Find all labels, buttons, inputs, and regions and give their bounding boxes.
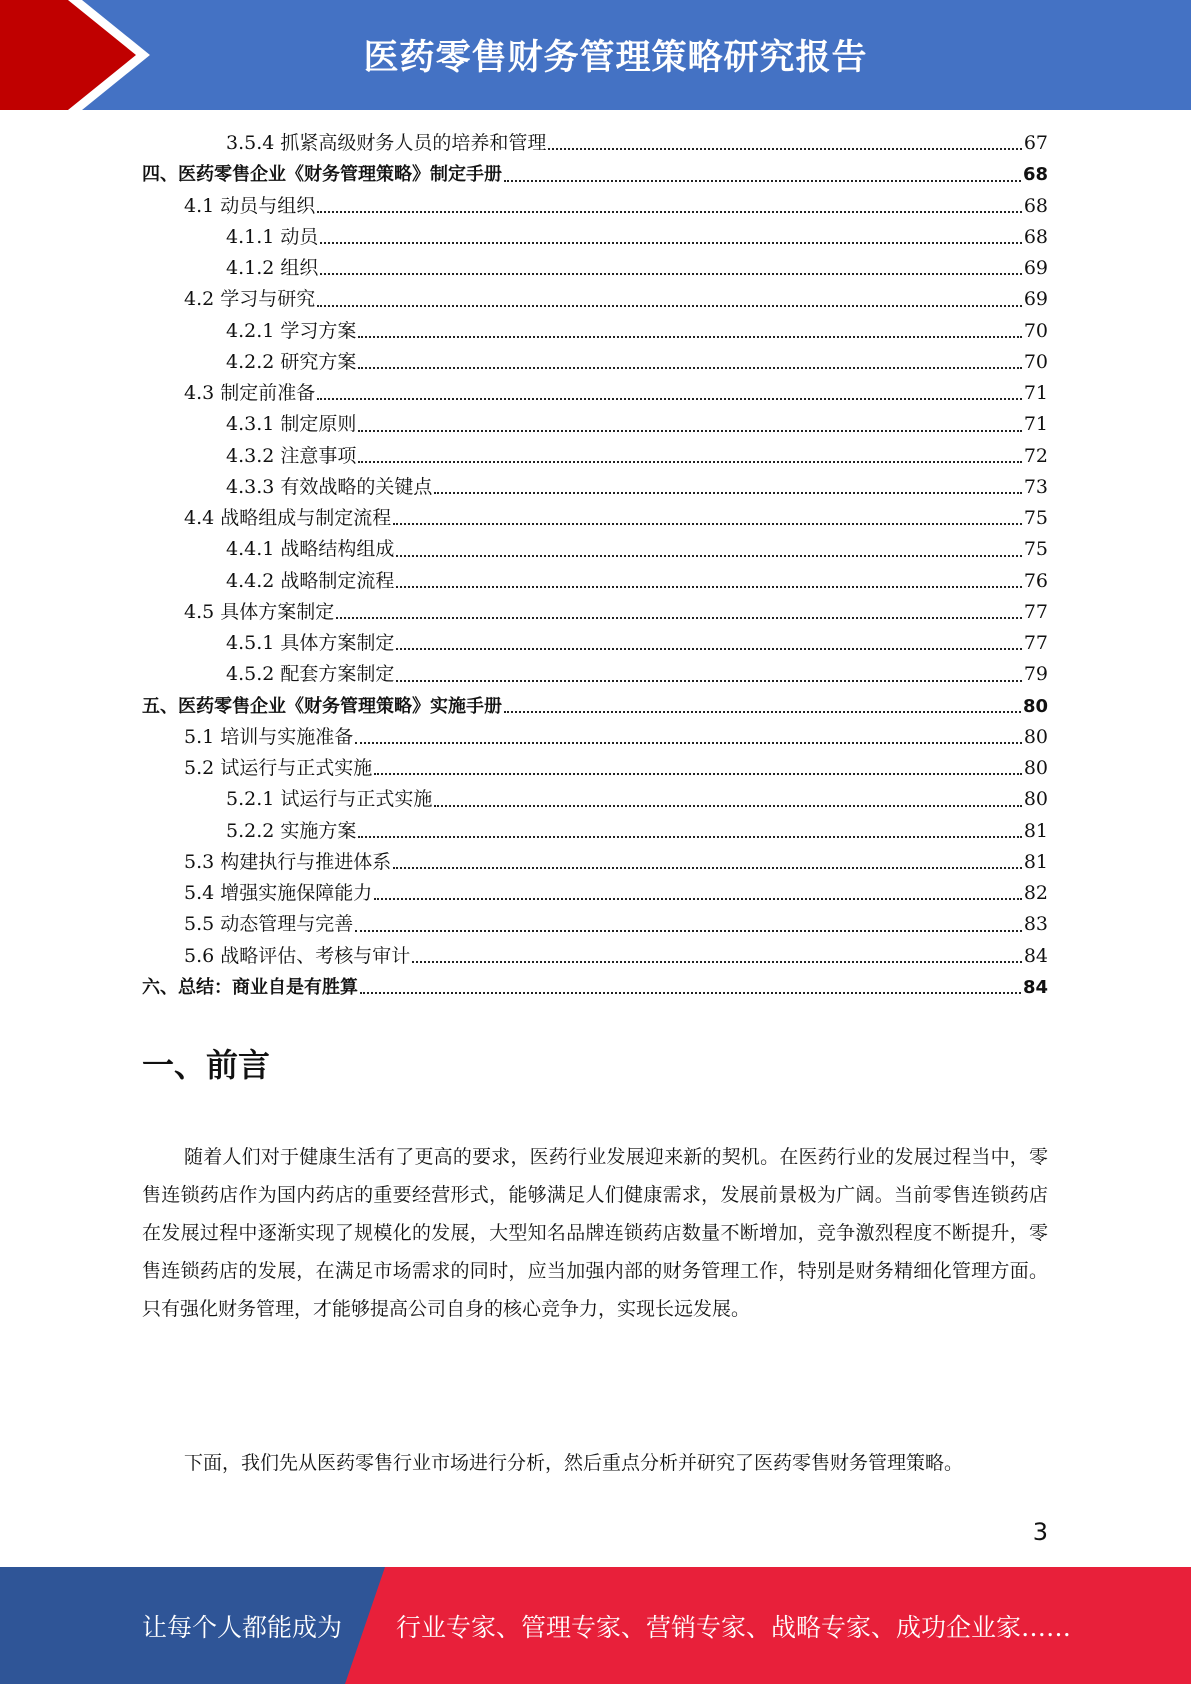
toc-entry[interactable]: [142, 284, 1048, 315]
toc-entry-title: 3.5.4 抓紧高级财务人员的培养和管理: [226, 132, 547, 155]
toc-entry-page: 81: [1023, 850, 1048, 873]
toc-entry-page: 82: [1023, 882, 1048, 905]
toc-entry-title: 五、医药零售企业《财务管理策略》实施手册: [142, 695, 502, 717]
toc-entry-page: 77: [1023, 600, 1048, 623]
toc-dot-leader: [374, 772, 1022, 775]
toc-entry-page: 71: [1023, 413, 1048, 436]
toc-entry[interactable]: [142, 128, 1048, 159]
section-heading: 一、前言: [142, 1046, 271, 1084]
toc-dot-leader: [393, 866, 1022, 869]
toc-entry-page: 70: [1023, 319, 1048, 342]
toc-entry-title: 4.3.2 注意事项: [226, 444, 357, 467]
toc-entry-page: 73: [1023, 475, 1048, 498]
toc-entry-title: 4.3 制定前准备: [184, 382, 316, 405]
toc-entry-title: 4.5 具体方案制定: [184, 600, 335, 623]
toc-entry-title: 4.2.2 研究方案: [226, 350, 357, 373]
toc-entry-page: 77: [1023, 632, 1048, 655]
toc-entry[interactable]: [142, 316, 1048, 347]
footer-band: [0, 1567, 1191, 1684]
toc-entry[interactable]: [142, 847, 1048, 878]
body-paragraph: 下面，我们先从医药零售行业市场进行分析，然后重点分析并研究了医药零售财务管理策略。: [184, 1452, 964, 1474]
toc-dot-leader: [358, 366, 1021, 369]
toc-entry[interactable]: [142, 472, 1048, 503]
toc-entry[interactable]: [142, 534, 1048, 565]
toc-entry-title: 4.5.1 具体方案制定: [226, 632, 395, 655]
toc-entry-title: 4.5.2 配套方案制定: [226, 663, 395, 686]
toc-entry-page: 68: [1023, 225, 1048, 248]
toc-dot-leader: [374, 897, 1022, 900]
toc-entry-title: 5.5 动态管理与完善: [184, 913, 354, 936]
toc-entry-title: 4.3.1 制定原则: [226, 413, 357, 436]
toc-entry-title: 5.2.2 实施方案: [226, 819, 357, 842]
toc-entry-title: 4.2.1 学习方案: [226, 319, 357, 342]
toc-dot-leader: [393, 522, 1022, 525]
toc-entry-page: 75: [1023, 507, 1048, 530]
toc-entry[interactable]: [142, 409, 1048, 440]
chevron-red-shape: [0, 0, 150, 110]
toc-entry-title: 4.4.1 战略结构组成: [226, 538, 395, 561]
toc-entry-title: 四、医药零售企业《财务管理策略》制定手册: [142, 164, 502, 186]
toc-entry-title: 4.1.2 组织: [226, 257, 319, 280]
toc-entry[interactable]: [142, 972, 1048, 1003]
toc-dot-leader: [355, 741, 1022, 744]
toc-entry-page: 69: [1023, 288, 1048, 311]
toc-dot-leader: [358, 429, 1021, 432]
toc-entry-title: 4.4 战略组成与制定流程: [184, 507, 392, 530]
toc-dot-leader: [548, 147, 1021, 150]
toc-entry[interactable]: [142, 659, 1048, 690]
footer-slogan-left: 让每个人都能成为: [142, 1612, 343, 1642]
toc-dot-leader: [320, 272, 1021, 275]
toc-entry[interactable]: [142, 816, 1048, 847]
page-number: 3: [1032, 1518, 1048, 1546]
document-title: 医药零售财务管理策略研究报告: [363, 38, 868, 78]
toc-entry-title: 4.3.3 有效战略的关键点: [226, 475, 433, 498]
toc-entry-page: 80: [1023, 725, 1048, 748]
toc-entry-title: 5.1 培训与实施准备: [184, 725, 354, 748]
toc-dot-leader: [396, 647, 1021, 650]
toc-entry[interactable]: [142, 441, 1048, 472]
toc-dot-leader: [358, 835, 1021, 838]
toc-entry-page: 80: [1023, 757, 1048, 780]
toc-entry[interactable]: [142, 784, 1048, 815]
toc-entry-page: 71: [1023, 382, 1048, 405]
toc-entry-page: 84: [1023, 944, 1048, 967]
toc-dot-leader: [412, 960, 1022, 963]
header-band: [0, 0, 1191, 110]
toc-entry-page: 70: [1023, 350, 1048, 373]
toc-entry-title: 5.4 增强实施保障能力: [184, 882, 373, 905]
toc-entry-page: 84: [1022, 976, 1048, 998]
body-paragraph: 随着人们对于健康生活有了更高的要求，医药行业发展迎来新的契机。在医药行业的发展过程当中，零售连锁药店作为国内药店的重要经营形式，能够满足人们健康需求，发展前景极为广阔。当前零售连锁药店在发展过程中逐渐实现了规模化的发展，大型知名品牌连锁药店数量不断增加，竞争激烈程度不断提升，零售连锁药店的发展，在满足市场需求的同时，应当加强内部的财务管理工作，特别是财务精细化管理方面。只有强化财务管理，才能够提高公司自身的核心竞争力，实现长远发展。: [142, 1146, 1048, 1320]
toc-dot-leader: [434, 491, 1021, 494]
toc-dot-leader: [358, 335, 1021, 338]
table-of-contents: [142, 128, 1048, 1003]
toc-entry-page: 68: [1022, 164, 1048, 186]
toc-entry[interactable]: [142, 691, 1048, 722]
toc-entry-title: 4.1.1 动员: [226, 225, 319, 248]
toc-dot-leader: [396, 554, 1021, 557]
footer-slogan-right: 行业专家、管理专家、营销专家、战略专家、成功企业家……: [396, 1612, 1072, 1642]
toc-dot-leader: [396, 679, 1021, 682]
toc-entry-page: 83: [1023, 913, 1048, 936]
toc-dot-leader: [360, 991, 1021, 994]
toc-entry-page: 67: [1023, 132, 1048, 155]
toc-dot-leader: [317, 397, 1022, 400]
toc-dot-leader: [504, 710, 1021, 713]
toc-entry-page: 69: [1023, 257, 1048, 280]
toc-dot-leader: [434, 804, 1021, 807]
toc-entry-page: 68: [1023, 194, 1048, 217]
toc-entry[interactable]: [142, 222, 1048, 253]
toc-entry-page: 79: [1023, 663, 1048, 686]
toc-entry-page: 76: [1023, 569, 1048, 592]
toc-entry[interactable]: [142, 566, 1048, 597]
toc-dot-leader: [320, 241, 1021, 244]
toc-entry[interactable]: [142, 378, 1048, 409]
toc-entry-page: 72: [1023, 444, 1048, 467]
header-chevron-decoration: [0, 0, 160, 110]
toc-dot-leader: [396, 585, 1021, 588]
toc-dot-leader: [317, 304, 1022, 307]
toc-entry[interactable]: [142, 722, 1048, 753]
toc-entry-title: 5.2 试运行与正式实施: [184, 757, 373, 780]
toc-entry[interactable]: [142, 503, 1048, 534]
toc-entry-title: 六、总结：商业自是有胜算: [142, 976, 358, 998]
toc-entry-title: 4.1 动员与组织: [184, 194, 316, 217]
toc-entry[interactable]: [142, 597, 1048, 628]
toc-entry-page: 80: [1023, 788, 1048, 811]
toc-entry-title: 4.4.2 战略制定流程: [226, 569, 395, 592]
toc-entry[interactable]: [142, 753, 1048, 784]
toc-entry[interactable]: [142, 878, 1048, 909]
toc-entry-page: 80: [1022, 695, 1048, 717]
toc-dot-leader: [336, 616, 1022, 619]
toc-entry-title: 5.2.1 试运行与正式实施: [226, 788, 433, 811]
toc-dot-leader: [317, 210, 1022, 213]
toc-entry[interactable]: [142, 909, 1048, 940]
toc-dot-leader: [504, 179, 1021, 182]
toc-entry[interactable]: [142, 253, 1048, 284]
toc-dot-leader: [358, 460, 1021, 463]
toc-entry-title: 4.2 学习与研究: [184, 288, 316, 311]
toc-entry[interactable]: [142, 159, 1048, 190]
toc-entry-page: 81: [1023, 819, 1048, 842]
toc-entry[interactable]: [142, 628, 1048, 659]
toc-entry[interactable]: [142, 191, 1048, 222]
toc-entry[interactable]: [142, 941, 1048, 972]
toc-entry-page: 75: [1023, 538, 1048, 561]
toc-entry-title: 5.3 构建执行与推进体系: [184, 850, 392, 873]
toc-dot-leader: [355, 929, 1022, 932]
toc-entry[interactable]: [142, 347, 1048, 378]
toc-entry-title: 5.6 战略评估、考核与审计: [184, 944, 411, 967]
